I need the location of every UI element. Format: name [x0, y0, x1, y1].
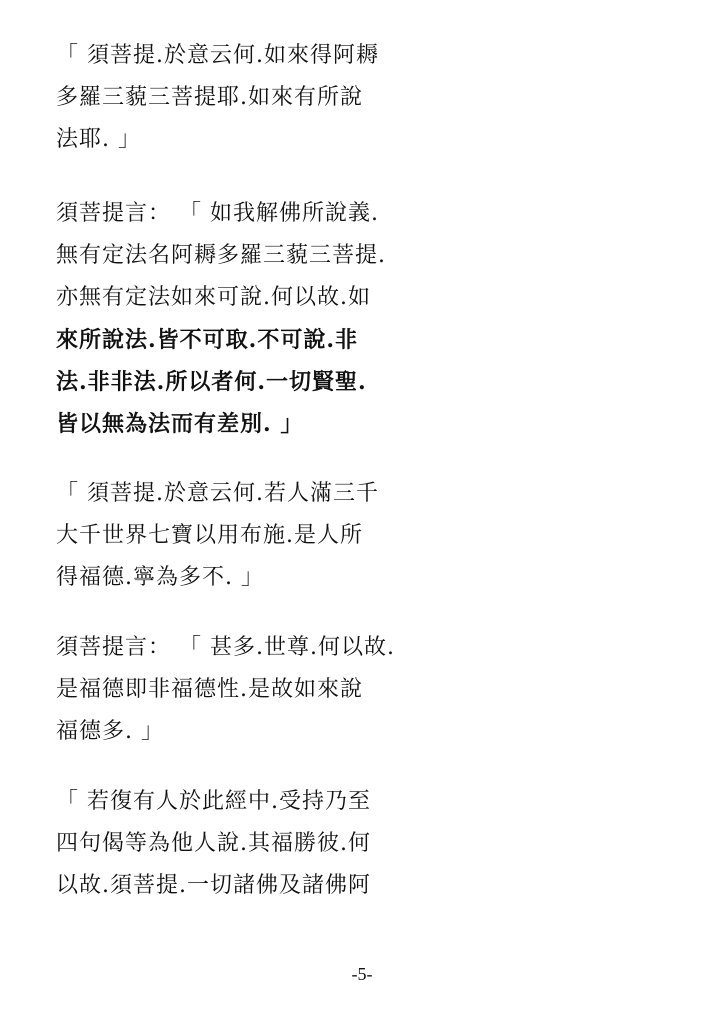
text-line: 法耶. 」	[56, 127, 141, 152]
text-line: 亦無有定法如來可說.何以故.如	[56, 285, 371, 310]
text-line: 「 須菩提.於意云何.如來得阿耨	[56, 43, 379, 68]
text-line: 「 須菩提.於意云何.若人滿三千	[56, 481, 379, 506]
text-line: 須菩提言： 「 如我解佛所說義.	[56, 201, 379, 226]
text-line: 多羅三藐三菩提耶.如來有所說	[56, 85, 363, 110]
text-line: 福德多. 」	[56, 719, 164, 744]
text-line: 四句偈等為他人說.其福勝彼.何	[56, 831, 371, 856]
text-line: 大千世界七寶以用布施.是人所	[56, 523, 363, 548]
text-line: 得福德.寧為多不. 」	[56, 565, 264, 590]
text-line: 無有定法名阿耨多羅三藐三菩提.	[56, 243, 386, 268]
text-line: 是福德即非福德性.是故如來說	[56, 677, 363, 702]
text-line: 「 若復有人於此經中.受持乃至	[56, 789, 371, 814]
text-line: 來所說法.皆不可取.不可說.非	[56, 327, 358, 353]
text-line: 法.非非法.所以者何.一切賢聖.	[56, 369, 367, 395]
text-line: 以故.須菩提.一切諸佛及諸佛阿	[56, 873, 371, 898]
text-line: 皆以無為法而有差別. 」	[56, 411, 304, 437]
text-line: 須菩提言： 「 甚多.世尊.何以故.	[56, 635, 395, 660]
page-number: -5-	[351, 964, 373, 984]
